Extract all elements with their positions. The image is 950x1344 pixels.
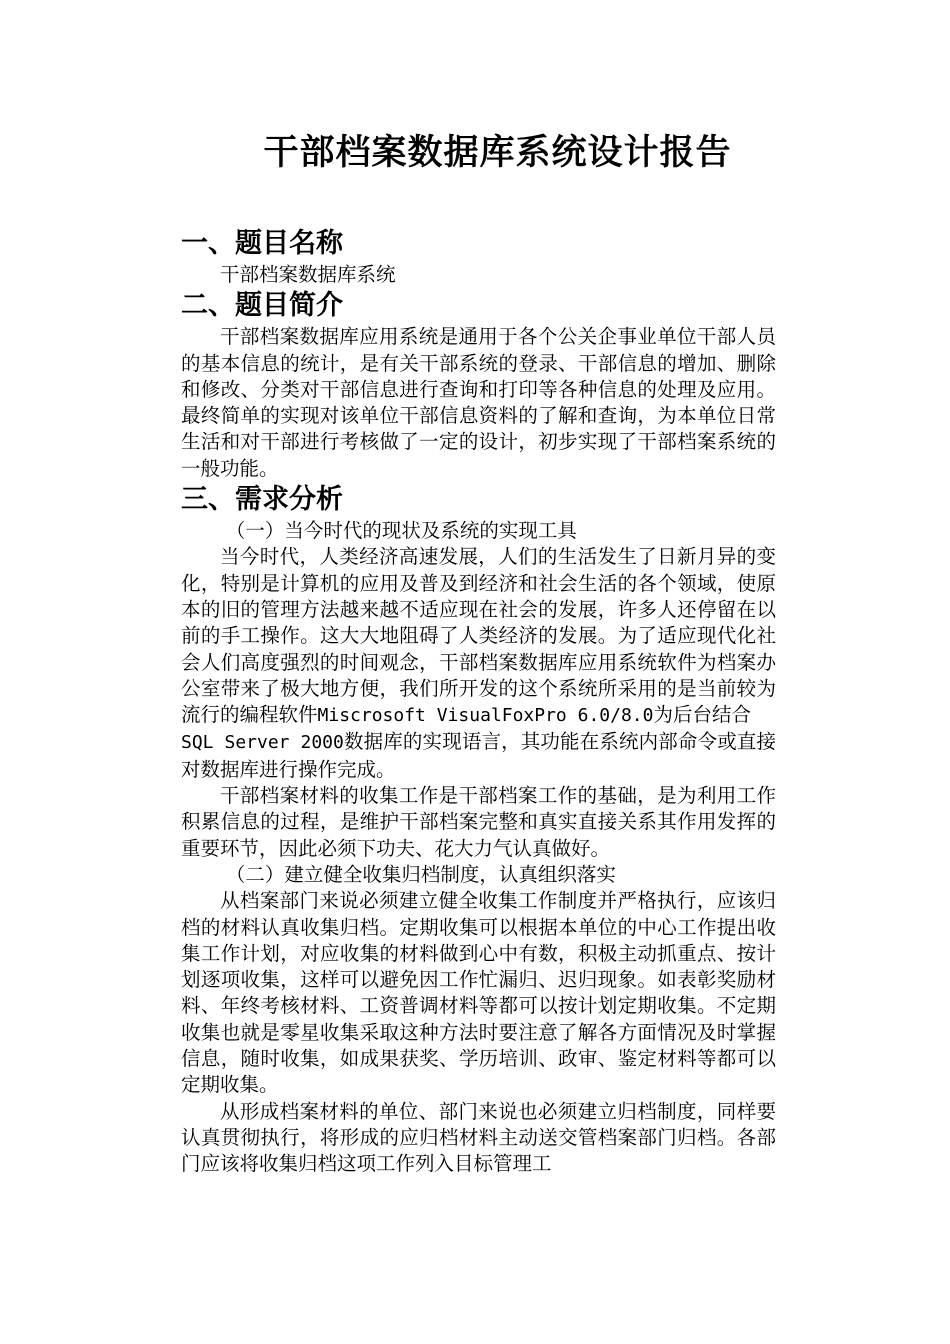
subheading-current-status: （一）当今时代的现状及系统的实现工具 <box>225 519 577 543</box>
section-heading-requirements: 三、需求分析 <box>181 484 343 516</box>
archive-department-paragraph: 从档案部门来说必须建立健全收集工作制度并严格执行，应该归档的材料认真收集归档。定期收集可以根据本单位的中心工作提出收集工作计划，对应收集的材料做到心中有数，积极主动抓重点、按计划逐项收集，这样可以避免因工作忙漏归、迟归现象。如表彰奖励材料、年终考核材料、工资普调材料等都可以按计划定期收集。不定期收集也就是零星收集采取这种方法时要注意了解各方面情况及时掌握信息，随时收集，如成果获奖、学历培训、政审、鉴定材料等都可以定期收集。 <box>181 889 776 1097</box>
topic-intro-paragraph: 干部档案数据库应用系统是通用于各个公关企事业单位干部人员的基本信息的统计，是有关干部系统的登录、干部信息的增加、删除和修改、分类对干部信息进行查询和打印等各种信息的处理及应用。最终简单的实现对该单位干部信息资料的了解和查询，为本单位日常生活和对干部进行考核做了一定的设计，初步实现了干部档案系统的一般功能。 <box>181 325 776 480</box>
current-status-text-middle: 为后台结合 <box>653 703 751 727</box>
document-title: 干部档案数据库系统设计报告 <box>263 132 732 173</box>
software-name-vfp: Miscrosoft VisualFoxPro 6.0/8.0 <box>317 705 654 727</box>
section-heading-topic-intro: 二、题目简介 <box>181 290 343 322</box>
document-body <box>181 224 776 1178</box>
current-status-text-end: 数据库的实现语言，其功能在系统内部命令或直接对数据库进行操作完成。 <box>181 730 776 781</box>
section-heading-topic-name: 一、题目名称 <box>181 228 343 259</box>
collection-basis-paragraph: 干部档案材料的收集工作是干部档案工作的基础，是为利用工作积累信息的过程，是维护干部档案完整和真实直接关系其作用发挥的重要环节，因此必须下功夫、花大力气认真做好。 <box>181 784 776 860</box>
subheading-archiving-system: （二）建立健全收集归档制度，认真组织落实 <box>225 862 616 886</box>
topic-name-paragraph: 干部档案数据库系统 <box>220 263 396 286</box>
software-name-sql-server: SQL Server 2000 <box>181 732 344 754</box>
current-status-paragraph <box>181 544 776 783</box>
current-status-text-start: 当今时代，人类经济高速发展，人们的生活发生了日新月异的变化，特别是计算机的应用及普及到经济和社会生活的各个领域，使原本的旧的管理方法越来越不适应现在社会的发展，许多人还停留在以前的手工操作。这大大地阻碍了人类经济的发展。为了适应现代化社会人们高度强烈的时间观念，干部档案数据库应用系统软件为档案办公室带来了极大地方便，我们所开发的这个系统所采用的是当前较为流行的编程软件 <box>181 545 776 727</box>
forming-units-paragraph: 从形成档案材料的单位、部门来说也必须建立归档制度，同样要认真贯彻执行，将形成的应归档材料主动送交管档案部门归档。各部门应该将收集归档这项工作列入目标管理工 <box>181 1099 776 1176</box>
